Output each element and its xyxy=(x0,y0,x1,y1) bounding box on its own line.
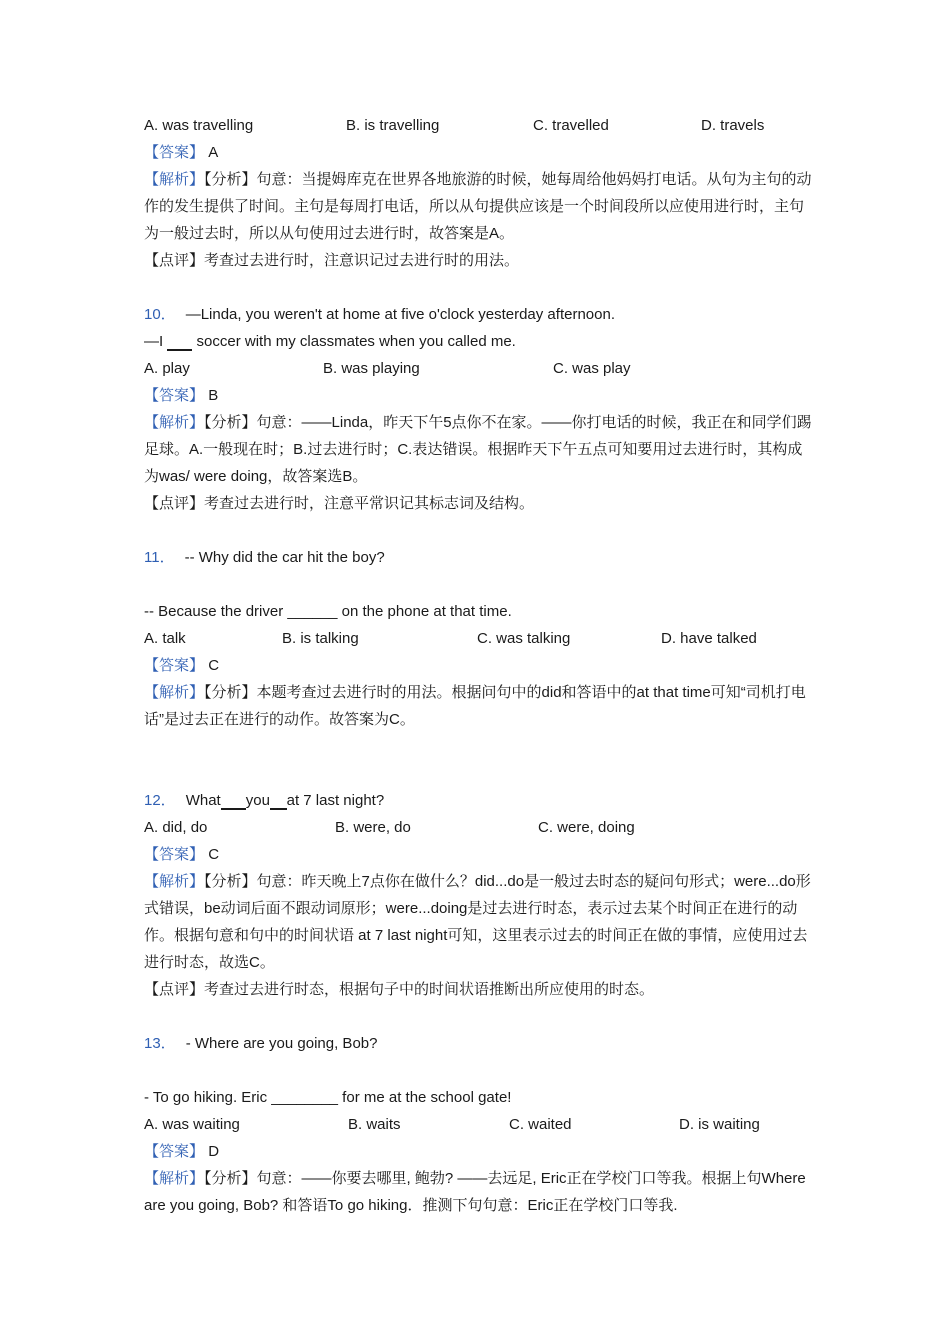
q11-analysis xyxy=(144,679,814,733)
q10-option-b[interactable]: B. was playing xyxy=(323,360,420,377)
q13-option-a[interactable]: A. was waiting xyxy=(144,1116,240,1133)
q13-answer xyxy=(144,1138,814,1165)
q12-option-b[interactable]: B. were, do xyxy=(335,819,411,836)
q12-answer xyxy=(144,841,814,868)
document-page xyxy=(144,112,814,1219)
q12-option-a[interactable]: A. did, do xyxy=(144,819,208,836)
q13-options xyxy=(144,1111,814,1138)
analysis-tag: 【解析】 xyxy=(144,873,205,890)
q10-question-line1: 10． —Linda, you weren't at home at five o'clock yesterday afternoon. xyxy=(144,306,615,323)
q11-number: 11． xyxy=(144,549,175,566)
q9-answer-value: A xyxy=(208,144,219,161)
q13-option-d[interactable]: D. is waiting xyxy=(679,1116,760,1133)
q9-comment: 【点评】考查过去进行时，注意识记过去进行时的用法。 xyxy=(144,252,520,269)
q11-option-d[interactable]: D. have talked xyxy=(661,630,757,647)
q10-option-a[interactable]: A. play xyxy=(144,360,190,377)
answer-tag: 【答案】 xyxy=(144,144,205,161)
q11-option-b[interactable]: B. is talking xyxy=(282,630,359,647)
q11-option-a[interactable]: A. talk xyxy=(144,630,186,647)
q12-option-c[interactable]: C. were, doing xyxy=(538,819,635,836)
q9-analysis xyxy=(144,166,814,247)
q11-question-line1: 11． -- Why did the car hit the boy? xyxy=(144,549,385,566)
q9-option-b[interactable]: B. is travelling xyxy=(346,117,440,134)
q13-question-line2: - To go hiking. Eric ________ for me at the school gate! xyxy=(144,1089,512,1106)
q11-question-line2: -- Because the driver ______ on the phone at that time. xyxy=(144,603,512,620)
q12-analysis-text: 【分析】句意：昨天晚上7点你在做什么？did...do是一般过去时态的疑问句形式；were...do形式错误，be动词后面不跟动词原形；were...doing是过去进行时态，表示过去某个时间正在进行的动作。根据句意和句中的时间状语 at 7 last night可知，这里表示过去的时间正在做的事情，应使用过去进行时态，故选C。 xyxy=(144,873,811,971)
q13-analysis-text: 【分析】句意：——你要去哪里, 鲍勃? ——去远足, Eric正在学校门口等我。根据上句Where are you going, Bob? 和答语To go hiking．推测下句句意：Eric正在学校门口等我. xyxy=(144,1170,806,1214)
q9-option-d[interactable]: D. travels xyxy=(701,117,765,134)
answer-tag: 【答案】 xyxy=(144,387,205,404)
q10-analysis-text: 【分析】句意：——Linda，昨天下午5点你不在家。——你打电话的时候，我正在和同学们踢足球。A.一般现在时；B.过去进行时；C.表达错误。根据昨天下午五点可知要用过去进行时，其构成为was/ were doing，故答案选B。 xyxy=(144,414,812,485)
q13-option-c[interactable]: C. waited xyxy=(509,1116,572,1133)
q12-comment: 【点评】考查过去进行时态，根据句子中的时间状语推断出所应使用的时态。 xyxy=(144,981,655,998)
q12-question: 12． What you at 7 last night? xyxy=(144,792,385,809)
q10-answer-value: B xyxy=(208,387,219,404)
q10-blank xyxy=(167,335,192,351)
q12-answer-value: C xyxy=(208,846,220,863)
q9-options xyxy=(144,112,814,139)
analysis-tag: 【解析】 xyxy=(144,684,205,701)
answer-tag: 【答案】 xyxy=(144,657,205,674)
q11-answer-value: C xyxy=(208,657,220,674)
q12-number: 12． xyxy=(144,792,176,809)
q9-option-c[interactable]: C. travelled xyxy=(533,117,609,134)
analysis-tag: 【解析】 xyxy=(144,414,205,431)
q12-options xyxy=(144,814,814,841)
q9-analysis-text: 【分析】句意：当提姆库克在世界各地旅游的时候，她每周给他妈妈打电话。从句为主句的动作的发生提供了时间。主句是每周打电话，所以从句提供应该是一个时间段所以应使用进行时，主句为一般过去时，所以从句使用过去进行时，故答案是A。 xyxy=(144,171,812,242)
answer-tag: 【答案】 xyxy=(144,1143,205,1160)
q10-comment: 【点评】考查过去进行时，注意平常识记其标志词及结构。 xyxy=(144,495,535,512)
q13-number: 13． xyxy=(144,1035,176,1052)
q11-analysis-text: 【分析】本题考查过去进行时的用法。根据问句中的did和答语中的at that time可知“司机打电话”是过去正在进行的动作。故答案为C。 xyxy=(144,684,806,728)
q10-question-line2: —I soccer with my classmates when you called me. xyxy=(144,333,516,350)
q12-analysis xyxy=(144,868,814,976)
q13-answer-value: D xyxy=(208,1143,220,1160)
q11-option-c[interactable]: C. was talking xyxy=(477,630,571,647)
q10-analysis xyxy=(144,409,814,490)
analysis-tag: 【解析】 xyxy=(144,1170,205,1187)
q10-answer xyxy=(144,382,814,409)
q13-option-b[interactable]: B. waits xyxy=(348,1116,401,1133)
q9-answer xyxy=(144,139,814,166)
q10-option-c[interactable]: C. was play xyxy=(553,360,631,377)
q13-question-line1: 13． - Where are you going, Bob? xyxy=(144,1035,378,1052)
q11-answer xyxy=(144,652,814,679)
answer-tag: 【答案】 xyxy=(144,846,205,863)
q13-analysis xyxy=(144,1165,814,1219)
q10-options xyxy=(144,355,814,382)
q10-number: 10． xyxy=(144,306,176,323)
q11-options xyxy=(144,625,814,652)
analysis-tag: 【解析】 xyxy=(144,171,205,188)
q12-blank-1 xyxy=(221,794,246,810)
q12-blank-2 xyxy=(270,794,287,810)
q9-option-a[interactable]: A. was travelling xyxy=(144,117,254,134)
